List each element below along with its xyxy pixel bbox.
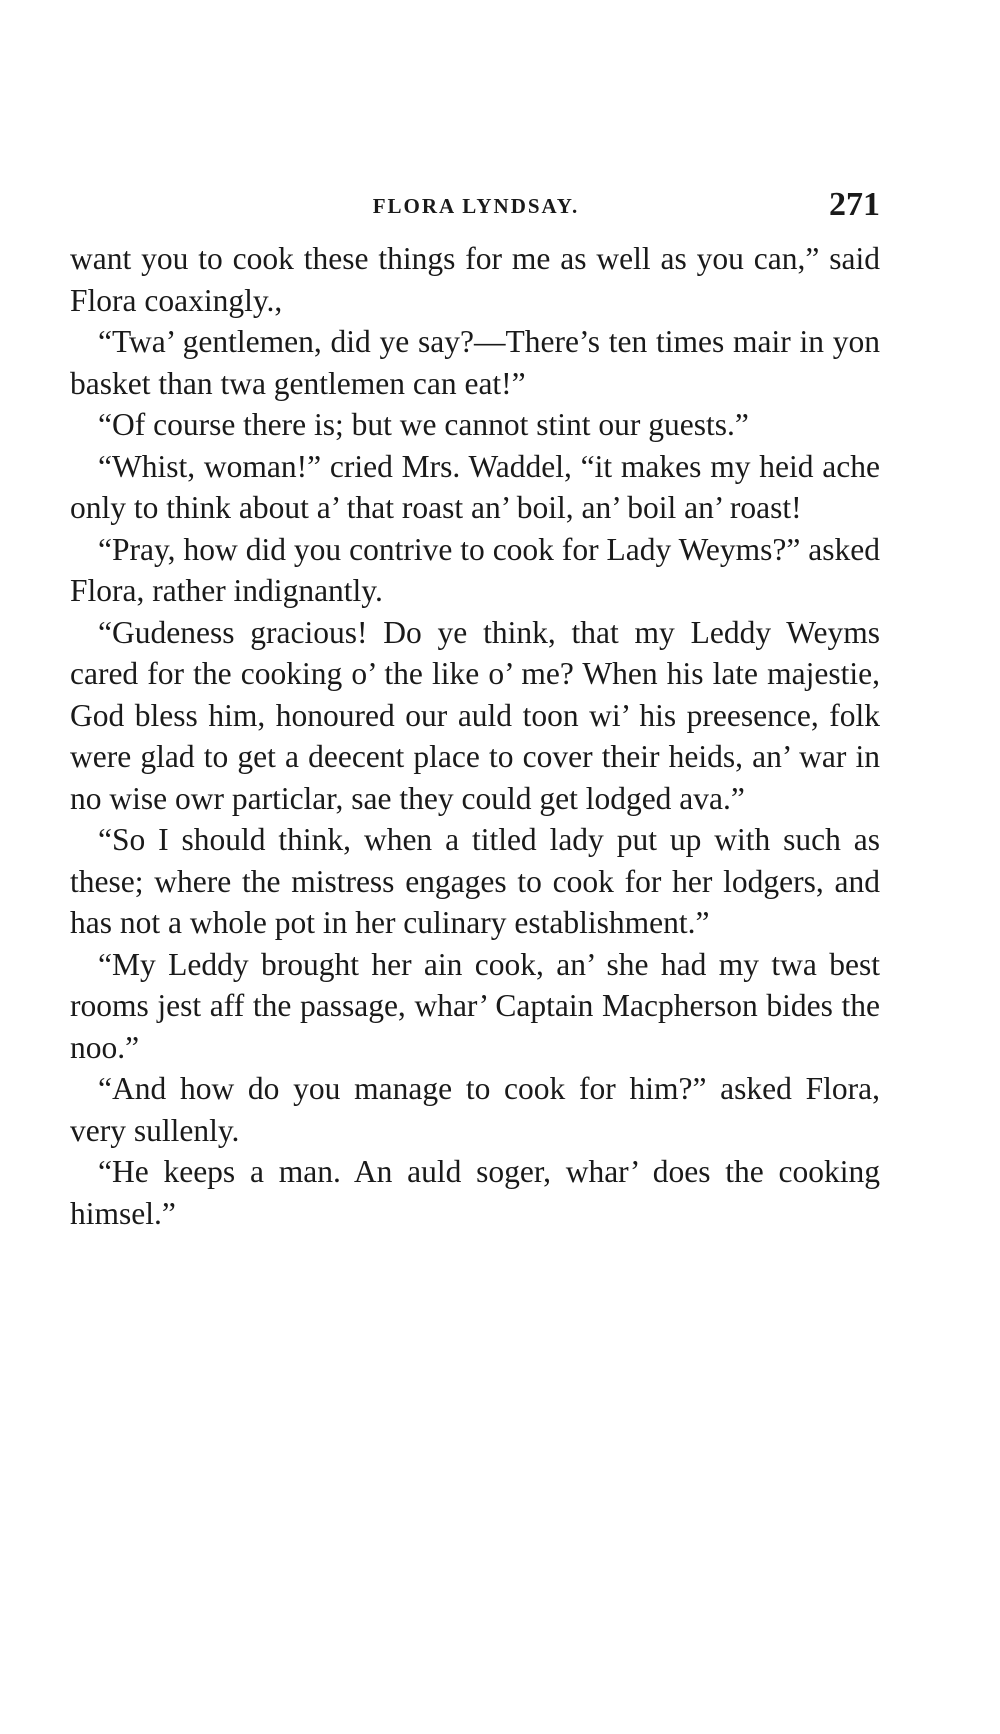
paragraph: “Pray, how did you contrive to cook for Lady Weyms?” asked Flora, rather indignantly.: [70, 531, 880, 608]
paragraph: “And how do you manage to cook for him?” asked Flora, very sullenly.: [70, 1071, 880, 1148]
page-number: 271: [829, 186, 880, 223]
paragraph: “Twa’ gentlemen, did ye say?—There’s ten times mair in yon basket than twa gentlemen can eat!”: [70, 324, 880, 401]
running-title: FLORA LYNDSAY.: [372, 194, 580, 218]
paragraph: “He keeps a man. An auld soger, whar’ does the cooking himsel.”: [70, 1154, 880, 1231]
paragraph: “My Leddy brought her ain cook, an’ she had my twa best rooms jest aff the passage, whar’ Captain Macpherson bides the noo.”: [70, 946, 880, 1065]
body-text: [70, 238, 880, 1234]
paragraph: want you to cook these things for me as well as you can,” said Flora coaxingly.,: [70, 241, 880, 318]
paragraph: “Whist, woman!” cried Mrs. Waddel, “it makes my heid ache only to think about a’ that roast an’ boil, an’ boil an’ roast!: [70, 448, 880, 525]
running-header: [72, 186, 880, 226]
paragraph: “So I should think, when a titled lady put up with such as these; where the mistress engages to cook for her lodgers, and has not a whole pot in her culinary establishment.”: [70, 822, 880, 940]
paragraph: “Gudeness gracious! Do ye think, that my Leddy Weyms cared for the cooking o’ the like o’ me? When his late majestie, God bless him, honoured our auld toon wi’ his preesence, folk were glad to get a deecent place to cover their heids, an’ war in no wise owr particlar, sae they could get lodged ava.”: [70, 614, 880, 816]
paragraph: “Of course there is; but we cannot stint our guests.”: [98, 407, 749, 442]
